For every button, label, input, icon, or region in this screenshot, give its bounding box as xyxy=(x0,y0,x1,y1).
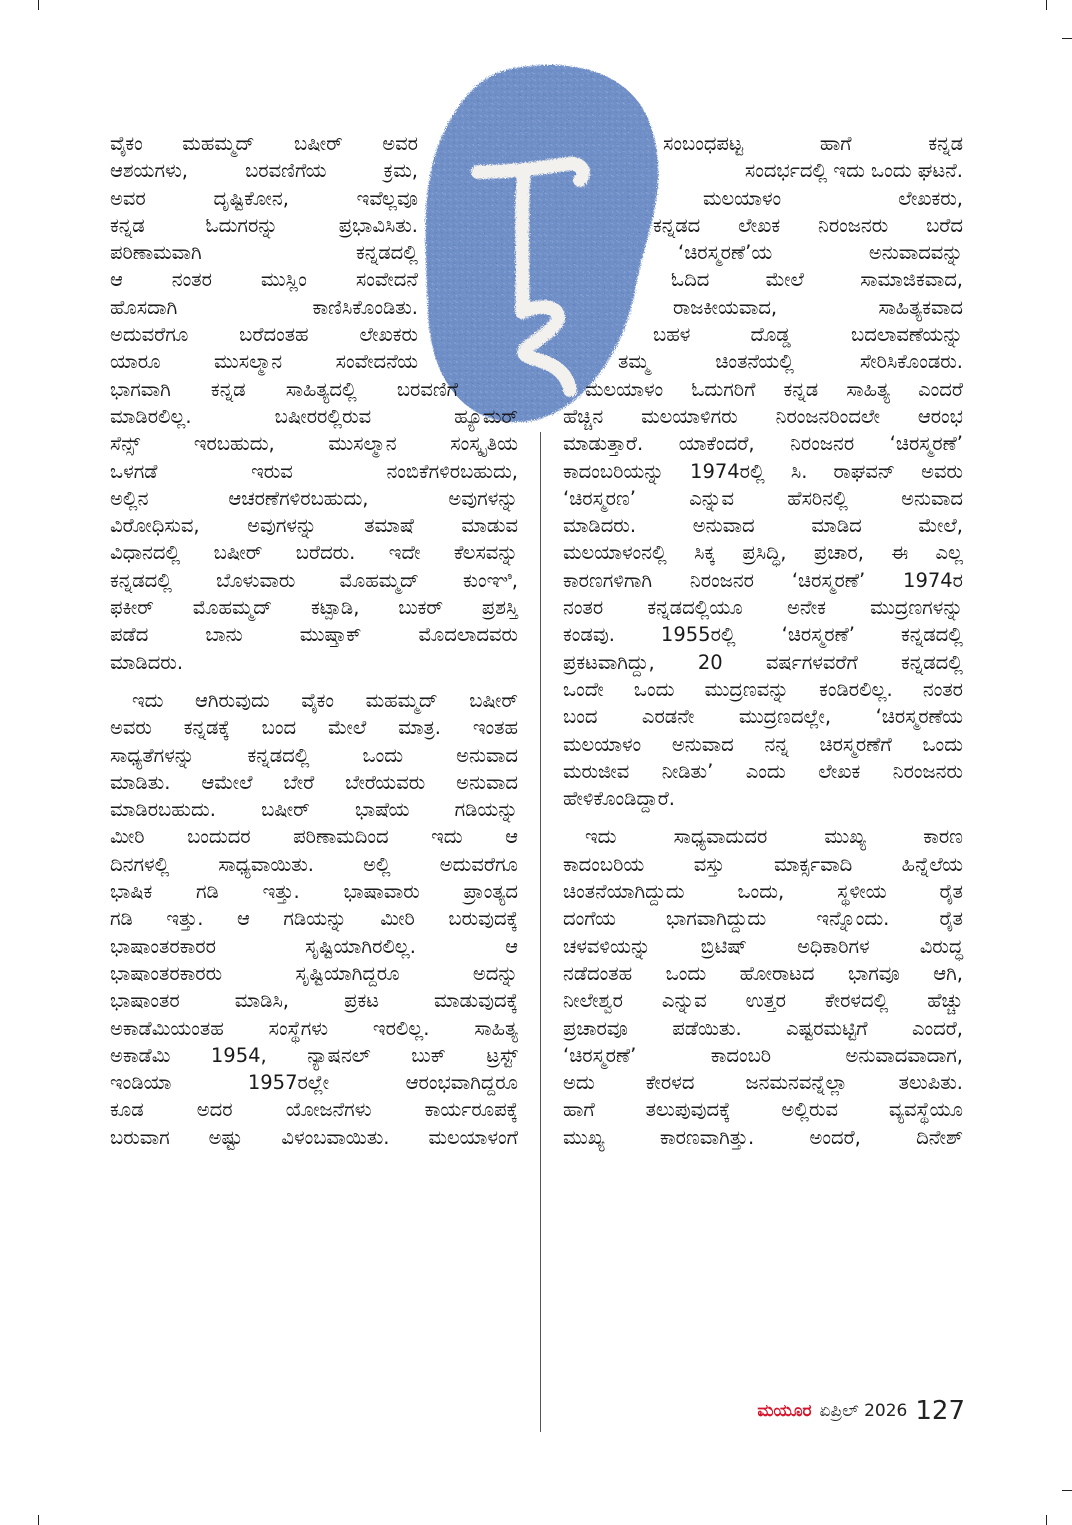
column-divider xyxy=(540,432,541,1432)
text-line: ಪಡೆದ ಬಾನು ಮುಷ್ತಾಕ್ ಮೊದಲಾದವರು xyxy=(110,623,518,647)
text-line: ಇಂಡಿಯಾ 1957ರಲ್ಲೇ ಆರಂಭವಾಗಿದ್ದರೂ xyxy=(110,1071,518,1095)
text-line: ಮಾಡಿರಲಿಲ್ಲ. ಬಷೀರರಲ್ಲಿರುವ ಹ್ಯೂಮರ್ xyxy=(110,404,518,428)
text-line: ಪ್ರಕಟವಾಗಿದ್ದು, 20 ವರ್ಷಗಳವರೆಗೆ ಕನ್ನಡದಲ್ಲಿ xyxy=(563,650,963,674)
text-line: ಇದು ಸಾಧ್ಯವಾದುದರ ಮುಖ್ಯ ಕಾರಣ xyxy=(585,825,963,849)
text-line: ಬಂದ ಎರಡನೇ ಮುದ್ರಣದಲ್ಲೇ, ‘ಚಿರಸ್ಮರಣೆಯ xyxy=(563,705,963,729)
text-line: ಮಲಯಾಳಂ ಲೇಖಕರು, xyxy=(703,186,963,210)
text-line: ತಮ್ಮ ಚಿಂತನೆಯಲ್ಲಿ ಸೇರಿಸಿಕೊಂಡರು. xyxy=(618,350,963,374)
text-line: ಕಂಡವು. 1955ರಲ್ಲಿ ‘ಚಿರಸ್ಮರಣೆ’ ಕನ್ನಡದಲ್ಲಿ xyxy=(563,623,963,647)
text-line: ‘ಚಿರಸ್ಮರಣ’ ಎನ್ನುವ ಹೆಸರಿನಲ್ಲಿ ಅನುವಾದ xyxy=(563,486,963,510)
text-line: ಗಡಿ ಇತ್ತು. ಆ ಗಡಿಯನ್ನು ಮೀರಿ ಬರುವುದಕ್ಕೆ xyxy=(110,907,518,931)
text-line: ಭಾಷಾಂತರಕಾರರ ಸೃಷ್ಟಿಯಾಗಿರಲಿಲ್ಲ. ಆ xyxy=(110,934,518,958)
magazine-brand: ಮಯೂರ xyxy=(757,1401,812,1421)
text-line: ಕೂಡ ಅದರ ಯೋಜನೆಗಳು ಕಾರ್ಯರೂಪಕ್ಕೆ xyxy=(110,1098,518,1122)
text-line: ಸಂಬಂಧಪಟ್ಟ ಹಾಗೆ ಕನ್ನಡ xyxy=(663,132,963,155)
text-line: ಅಲ್ಲಿನ ಆಚರಣೆಗಳಿರಬಹುದು, ಅವುಗಳನ್ನು xyxy=(110,486,518,510)
text-line: ಒಂದೇ ಒಂದು ಮುದ್ರಣವನ್ನು ಕಂಡಿರಲಿಲ್ಲ. ನಂತರ xyxy=(563,677,963,701)
text-line: ಮಲಯಾಳಂನಲ್ಲಿ ಸಿಕ್ಕ ಪ್ರಸಿದ್ಧಿ, ಪ್ರಚಾರ, ಈ ಎಲ್ಲ xyxy=(563,541,963,565)
text-line: ಹೇಳಿಕೊಂಡಿದ್ದಾರೆ. xyxy=(563,787,676,811)
text-line: ಮಾಡಿದರು. ಅನುವಾದ ಮಾಡಿದ ಮೇಲೆ, xyxy=(563,514,963,538)
text-line: ನಂತರ ಕನ್ನಡದಲ್ಲಿಯೂ ಅನೇಕ ಮುದ್ರಣಗಳನ್ನು xyxy=(563,596,963,620)
text-line: ಸಂದರ್ಭದಲ್ಲಿ ಇದು ಒಂದು ಘಟನೆ. xyxy=(744,159,963,183)
page-number: 127 xyxy=(915,1396,965,1426)
text-line: ‘ಚಿರಸ್ಮರಣೆ’ಯ ಅನುವಾದವನ್ನು xyxy=(678,241,963,265)
text-line: ಭಾಗವಾಗಿ ಕನ್ನಡ ಸಾಹಿತ್ಯದಲ್ಲಿ ಬರವಣಿಗೆ xyxy=(110,377,458,401)
text-line: ದಂಗೆಯ ಭಾಗವಾಗಿದ್ದುದು ಇನ್ನೊಂದು. ರೈತ xyxy=(563,907,963,931)
text-line: ಭಾಷಿಕ ಗಡಿ ಇತ್ತು. ಭಾಷಾವಾರು ಪ್ರಾಂತ್ಯದ xyxy=(110,880,518,904)
text-line: ಅಕಾಡೆಮಿಯಂತಹ ಸಂಸ್ಥೆಗಳು ಇರಲಿಲ್ಲ. ಸಾಹಿತ್ಯ xyxy=(110,1016,518,1040)
text-line: ಮಾಡುತ್ತಾರೆ. ಯಾಕೆಂದರೆ, ನಿರಂಜನರ ‘ಚಿರಸ್ಮರಣೆ’ xyxy=(563,432,963,456)
text-line: ಅದುವರೆಗೂ ಬರೆದಂತಹ ಲೇಖಕರು xyxy=(110,323,418,347)
text-line: ನಡೆದಂತಹ ಒಂದು ಹೋರಾಟದ ಭಾಗವೂ ಆಗಿ, xyxy=(563,961,963,985)
issue-date: ಏಪ್ರಿಲ್ 2026 xyxy=(819,1401,908,1421)
text-line: ಹೆಚ್ಚಿನ ಮಲಯಾಳಿಗರು ನಿರಂಜನರಿಂದಲೇ ಆರಂಭ xyxy=(563,404,963,428)
text-line: ಫಕೀರ್ ಮೊಹಮ್ಮದ್ ಕಟ್ಪಾಡಿ, ಬುಕರ್ ಪ್ರಶಸ್ತಿ xyxy=(110,596,518,620)
text-line: ಹಾಗೆ ತಲುಪುವುದಕ್ಕೆ ಅಲ್ಲಿರುವ ವ್ಯವಸ್ಥೆಯೂ xyxy=(563,1098,963,1122)
text-line: ಭಾಷಾಂತರಕಾರರು ಸೃಷ್ಟಿಯಾಗಿದ್ದರೂ ಅದನ್ನು xyxy=(110,961,518,985)
text-line: ಮಲಯಾಳಂ ಓದುಗರಿಗೆ ಕನ್ನಡ ಸಾಹಿತ್ಯ ಎಂದರೆ xyxy=(585,377,963,401)
crop-mark-top-left xyxy=(38,0,39,10)
text-line: ಮಲಯಾಳಂ ಅನುವಾದ ನನ್ನ ಚಿರಸ್ಮರಣೆಗೆ ಒಂದು xyxy=(563,732,963,756)
crop-mark-top-right xyxy=(1046,0,1047,10)
text-line: ಹೊಸದಾಗಿ ಕಾಣಿಸಿಕೊಂಡಿತು. xyxy=(110,295,418,319)
text-line: ಅಕಾಡೆಮಿ 1954, ನ್ಯಾಷನಲ್ ಬುಕ್ ಟ್ರಸ್ಟ್ xyxy=(110,1043,518,1067)
text-line: ಕಾದಂಬರಿಯ ವಸ್ತು ಮಾರ್ಕ್ಸವಾದಿ ಹಿನ್ನೆಲೆಯ xyxy=(563,852,963,876)
text-line: ಆಶಯಗಳು, ಬರವಣಿಗೆಯ ಕ್ರಮ, xyxy=(110,159,418,183)
text-line: ವೈಕಂ ಮಹಮ್ಮದ್ ಬಷೀರ್ ಅವರ xyxy=(110,132,418,155)
text-line: ಪರಿಣಾಮವಾಗಿ ಕನ್ನಡದಲ್ಲಿ xyxy=(110,241,418,265)
text-line: ಚಿಂತನೆಯಾಗಿದ್ದುದು ಒಂದು, ಸ್ಥಳೀಯ ರೈತ xyxy=(563,880,963,904)
text-line: ಮಾಡಿರಬಹುದು. ಬಷೀರ್ ಭಾಷೆಯ ಗಡಿಯನ್ನು xyxy=(110,798,518,822)
text-line: ಕನ್ನಡದ ಲೇಖಕ ನಿರಂಜನರು ಬರೆದ xyxy=(653,213,963,237)
text-line: ಬಹಳ ದೊಡ್ಡ ಬದಲಾವಣೆಯನ್ನು xyxy=(653,323,963,347)
text-line: ಕಾರಣಗಳಿಗಾಗಿ ನಿರಂಜನರ ‘ಚಿರಸ್ಮರಣೆ’ 1974ರ xyxy=(563,568,963,592)
article-column-left xyxy=(110,130,518,1151)
text-line: ಸಾಧ್ಯತೆಗಳನ್ನು ಕನ್ನಡದಲ್ಲಿ ಒಂದು ಅನುವಾದ xyxy=(110,743,518,767)
text-line: ಮುಖ್ಯ ಕಾರಣವಾಗಿತ್ತು. ಅಂದರೆ, ದಿನೇಶ್ xyxy=(563,1125,963,1149)
page-footer xyxy=(720,1395,965,1427)
text-line: ದಿನಗಳಲ್ಲಿ ಸಾಧ್ಯವಾಯಿತು. ಅಲ್ಲಿ ಅದುವರೆಗೂ xyxy=(110,852,518,876)
text-line: ಪ್ರಚಾರವೂ ಪಡೆಯಿತು. ಎಷ್ಟರಮಟ್ಟಿಗೆ ಎಂದರೆ, xyxy=(563,1016,963,1040)
text-line: ಭಾಷಾಂತರ ಮಾಡಿಸಿ, ಪ್ರಕಟ ಮಾಡುವುದಕ್ಕೆ xyxy=(110,989,518,1013)
crop-mark-right-upper xyxy=(1062,38,1072,39)
crop-mark-bottom-left xyxy=(38,1515,39,1525)
text-line: ಕಾದಂಬರಿಯನ್ನು 1974ರಲ್ಲಿ ಸಿ. ರಾಘವನ್ ಅವರು xyxy=(563,459,963,483)
text-line: ರಾಜಕೀಯವಾದ, ಸಾಹಿತ್ಯಕವಾದ xyxy=(673,295,963,319)
text-line: ವಿರೋಧಿಸುವ, ಅವುಗಳನ್ನು ತಮಾಷೆ ಮಾಡುವ xyxy=(110,514,518,538)
text-line: ಕನ್ನಡದಲ್ಲಿ ಬೊಳುವಾರು ಮೊಹಮ್ಮದ್ ಕುಂಞಿ, xyxy=(110,568,518,592)
text-line: ಚಳವಳಿಯನ್ನು ಬ್ರಿಟಿಷ್ ಅಧಿಕಾರಿಗಳ ವಿರುದ್ಧ xyxy=(563,934,963,958)
text-line: ಓದಿದ ಮೇಲೆ ಸಾಮಾಜಿಕವಾದ, xyxy=(671,268,963,292)
crop-mark-bottom-right xyxy=(1046,1515,1047,1525)
text-line: ಬರುವಾಗ ಅಷ್ಟು ವಿಳಂಬವಾಯಿತು. ಮಲಯಾಳಂಗೆ xyxy=(110,1125,518,1149)
text-line: ಅದು ಕೇರಳದ ಜನಮನವನ್ನೆಲ್ಲಾ ತಲುಪಿತು. xyxy=(563,1071,963,1095)
text-line: ಅವರು ಕನ್ನಡಕ್ಕೆ ಬಂದ ಮೇಲೆ ಮಾತ್ರ. ಇಂತಹ xyxy=(110,716,518,740)
crop-mark-right-lower xyxy=(1062,1490,1072,1491)
text-line: ಇದು ಆಗಿರುವುದು ವೈಕಂ ಮಹಮ್ಮದ್ ಬಷೀರ್ xyxy=(132,688,518,712)
text-line: ಸೆನ್ಸ್ ಇರಬಹುದು, ಮುಸಲ್ಮಾನ ಸಂಸ್ಕೃತಿಯ xyxy=(110,432,518,456)
text-line: ಆ ನಂತರ ಮುಸ್ಲಿಂ ಸಂವೇದನೆ xyxy=(110,268,418,292)
article-column-right xyxy=(563,130,963,1151)
text-line: ಒಳಗಡೆ ಇರುವ ನಂಬಿಕೆಗಳಿರಬಹುದು, xyxy=(110,459,518,483)
text-line: ಮಾಡಿದರು. xyxy=(110,650,184,674)
text-line: ಮಾಡಿತು. ಆಮೇಲೆ ಬೇರೆ ಬೇರೆಯವರು ಅನುವಾದ xyxy=(110,770,518,794)
text-line: ಮರುಜೀವ ನೀಡಿತು’ ಎಂದು ಲೇಖಕ ನಿರಂಜನರು xyxy=(563,759,963,783)
text-line: ಅವರ ದೃಷ್ಟಿಕೋನ, ಇವೆಲ್ಲವೂ xyxy=(110,186,418,210)
text-line: ಮೀರಿ ಬಂದುದರ ಪರಿಣಾಮದಿಂದ ಇದು ಆ xyxy=(110,825,518,849)
text-line: ನೀಲೇಶ್ವರ ಎನ್ನುವ ಉತ್ತರ ಕೇರಳದಲ್ಲಿ ಹೆಚ್ಚು xyxy=(563,989,963,1013)
text-line: ‘ಚಿರಸ್ಮರಣೆ’ ಕಾದಂಬರಿ ಅನುವಾದವಾದಾಗ, xyxy=(563,1043,963,1067)
text-line: ಕನ್ನಡ ಓದುಗರನ್ನು ಪ್ರಭಾವಿಸಿತು. xyxy=(110,213,418,237)
text-line: ಯಾರೂ ಮುಸಲ್ಮಾನ ಸಂವೇದನೆಯ xyxy=(110,350,418,374)
text-line: ವಿಧಾನದಲ್ಲಿ ಬಷೀರ್ ಬರೆದರು. ಇದೇ ಕೆಲಸವನ್ನು xyxy=(110,541,518,565)
